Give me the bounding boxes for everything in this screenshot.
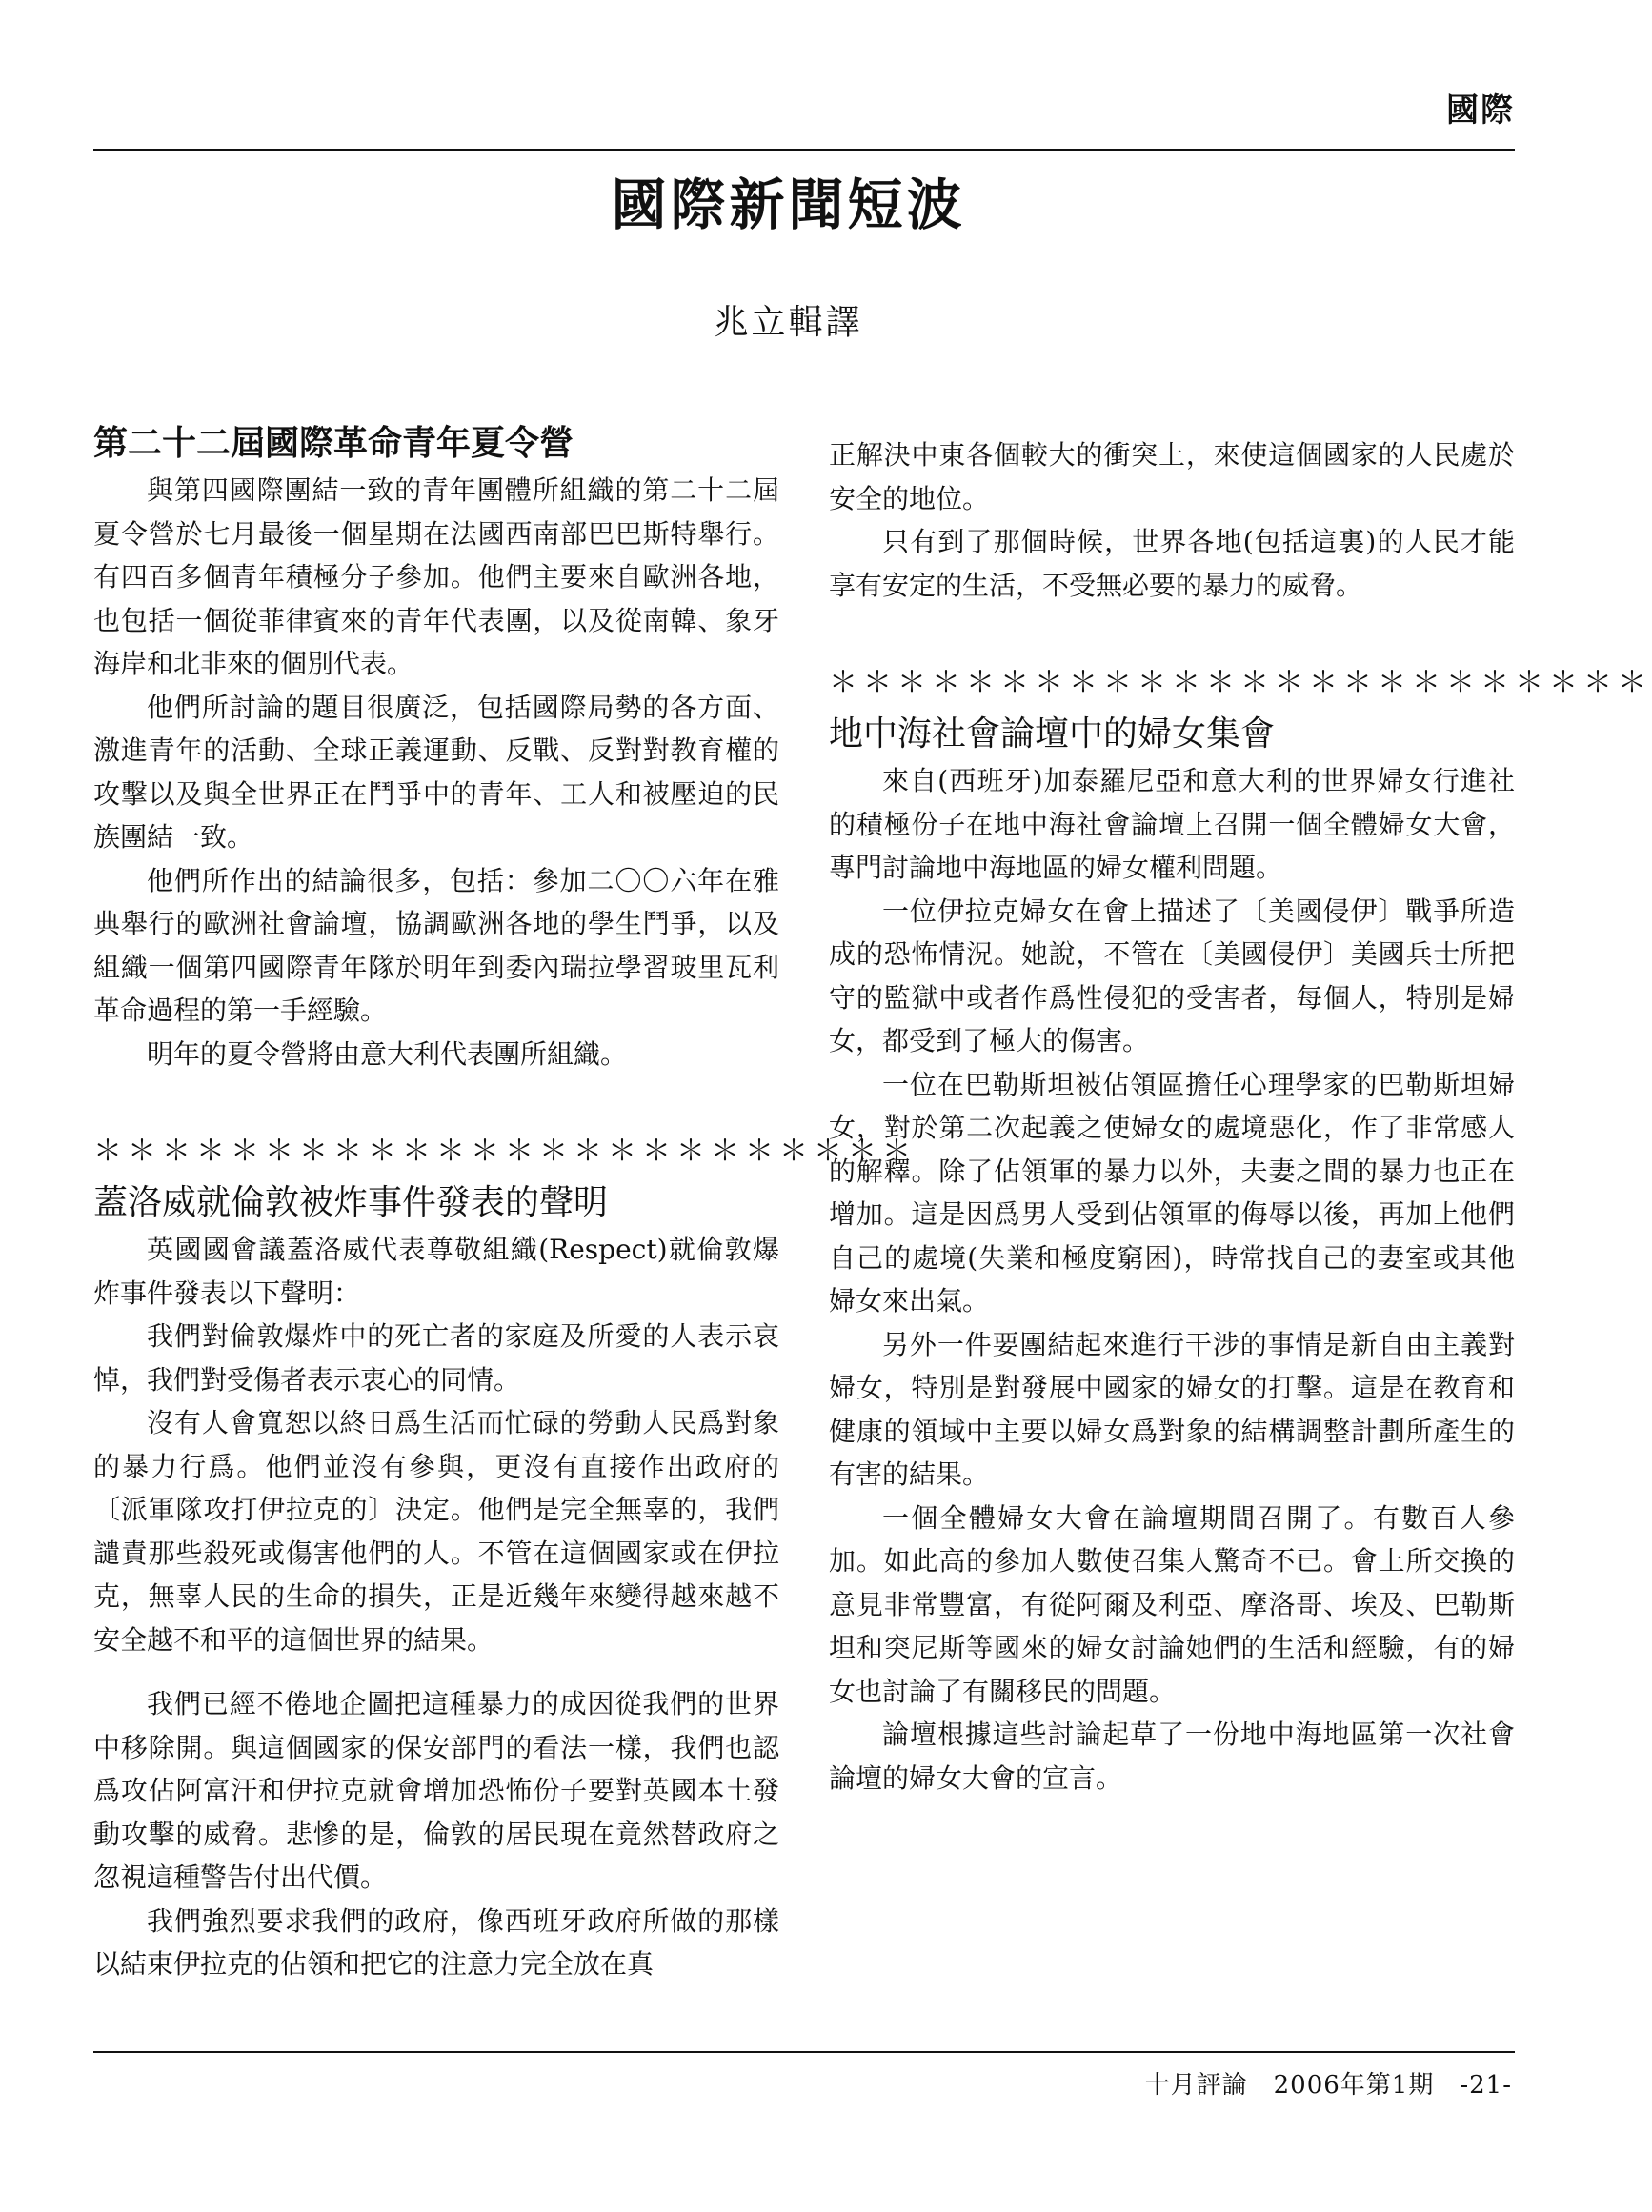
article-3-paragraph: 論壇根據這些討論起草了一份地中海地區第一次社會論壇的婦女大會的宣言。 — [829, 1719, 1515, 1794]
article-1-paragraph: 與第四國際團結一致的青年團體所組織的第二十二屆夏令營於七月最後一個星期在法國西南部巴巴斯特舉行。有四百多個青年積極分子參加。他們主要來自歐洲各地，也包括一個從菲律賓來的青年代表團，以及從南韓、象牙海岸和北非來的個別代表。 — [93, 474, 779, 679]
article-2-paragraph: 我們強烈要求我們的政府，像西班牙政府所做的那樣以結束伊拉克的佔領和把它的注意力完全放在真 — [93, 1904, 779, 1980]
asterisk-divider: ＊＊＊＊＊＊＊＊＊＊＊＊＊＊＊＊＊＊＊＊＊＊＊＊ — [93, 1135, 917, 1168]
section-label: 國際 — [1446, 91, 1515, 130]
article-3-paragraph: 一位伊拉克婦女在會上描述了〔美國侵伊〕戰爭所造成的恐怖情況。她說，不管在〔美國侵伊〕美國兵士所把守的監獄中或者作爲性侵犯的受害者，每個人，特別是婦女，都受到了極大的傷害。 — [829, 895, 1515, 1056]
article-3-paragraph: 一位在巴勒斯坦被佔領區擔任心理學家的巴勒斯坦婦女，對於第二次起義之使婦女的處境惡化，作了非常感人的解釋。除了佔領軍的暴力以外，夫妻之間的暴力也正在增加。這是因爲男人受到佔領軍的侮辱以後，再加上他們自己的處境(失業和極度窮困)，時常找自己的妻室或其他婦女來出氣。 — [829, 1068, 1515, 1317]
article-2-heading: 蓋洛威就倫敦被炸事件發表的聲明 — [93, 1183, 609, 1222]
left-column — [93, 419, 917, 1986]
article-3-paragraph: 來自(西班牙)加泰羅尼亞和意大利的世界婦女行進社的積極份子在地中海社會論壇上召開一個全體婦女大會，專門討論地中海地區的婦女權利問題。 — [829, 765, 1515, 883]
article-1-paragraph: 他們所討論的題目很廣泛，包括國際局勢的各方面、激進青年的活動、全球正義運動、反戰、反對對教育權的攻擊以及與全世界正在鬥爭中的青年、工人和被壓迫的民族團結一致。 — [93, 691, 779, 853]
header-rule — [93, 149, 1515, 151]
page-title: 國際新聞短波 — [611, 172, 966, 237]
byline: 兆立輯譯 — [714, 303, 863, 342]
article-2-paragraph: 我們對倫敦爆炸中的死亡者的家庭及所愛的人表示哀悼，我們對受傷者表示衷心的同情。 — [93, 1320, 779, 1396]
article-2-paragraph: 英國國會議蓋洛威代表尊敬組織(Respect)就倫敦爆炸事件發表以下聲明： — [93, 1234, 779, 1309]
article-2-paragraph: 沒有人會寬恕以終日爲生活而忙碌的勞動人民爲對象的暴力行爲。他們並沒有參與，更沒有直接作出政府的〔派軍隊攻打伊拉克的〕決定。他們是完全無辜的，我們譴責那些殺死或傷害他們的人。不管在這個國家或在伊拉克，無辜人民的生命的損失，正是近幾年來變得越來越不安全越不和平的這個世界的結果。 — [93, 1407, 779, 1656]
article-3-heading: 地中海社會論壇中的婦女集會 — [829, 714, 1276, 754]
article-3-paragraph: 另外一件要團結起來進行干涉的事情是新自由主義對婦女，特別是對發展中國家的婦女的打擊。這是在教育和健康的領域中主要以婦女爲對象的結構調整計劃所產生的有害的結果。 — [829, 1328, 1515, 1490]
paragraph-spacer — [93, 1661, 779, 1682]
asterisk-divider: ＊＊＊＊＊＊＊＊＊＊＊＊＊＊＊＊＊＊＊＊＊＊＊＊ — [829, 666, 1652, 699]
article-1-paragraph: 明年的夏令營將由意大利代表團所組織。 — [147, 1037, 628, 1070]
article-2-continued: 只有到了那個時候，世界各地(包括這裏)的人民才能享有安定的生活，不受無必要的暴力的威脅。 — [829, 526, 1515, 601]
article-3-paragraph: 一個全體婦女大會在論壇期間召開了。有數百人參加。如此高的參加人數使召集人驚奇不已。會上所交換的意見非常豐富，有從阿爾及利亞、摩洛哥、埃及、巴勒斯坦和突尼斯等國來的婦女討論她們的生活和經驗，有的婦女也討論了有關移民的問題。 — [829, 1501, 1515, 1707]
right-column — [829, 433, 1652, 1800]
article-1-heading: 第二十二屆國際革命青年夏令營 — [93, 424, 574, 463]
article-1-paragraph: 他們所作出的結論很多，包括：參加二〇〇六年在雅典舉行的歐洲社會論壇，協調歐洲各地的學生鬥爭，以及組織一個第四國際青年隊於明年到委內瑞拉學習玻里瓦利革命過程的第一手經驗。 — [93, 864, 779, 1026]
footer-rule — [93, 2051, 1515, 2053]
footer-issue-info: 十月評論 2006年第1期 -21- — [1144, 2071, 1512, 2100]
article-2-paragraph: 我們已經不倦地企圖把這種暴力的成因從我們的世界中移除開。與這個國家的保安部門的看法一樣，我們也認爲攻佔阿富汗和伊拉克就會增加恐怖份子要對英國本土發動攻擊的威脅。悲慘的是，倫敦的居民現在竟然替政府之忽視這種警告付出代價。 — [93, 1688, 779, 1893]
article-2-continued: 正解決中東各個較大的衝突上，來使這個國家的人民處於安全的地位。 — [829, 439, 1515, 514]
